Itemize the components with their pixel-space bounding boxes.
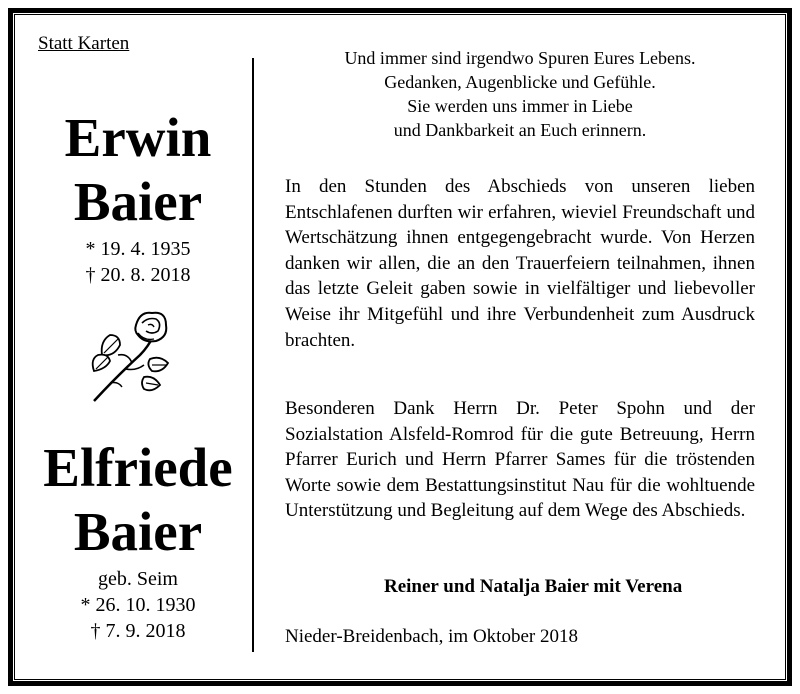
thanks-paragraph-2: Besonderen Dank Herrn Dr. Peter Spohn und der Sozialstation Alsfeld-Romrod für die gute Betreuung, Herrn Pfarrer Eurich und Herrn Pfarrer Sames für die tröstenden Worte sowie dem Bestattungsinstitut Nau für die wohltuende Unterstützung und Begleitung auf dem Wege des Abschieds. [285, 398, 755, 522]
person2-birth-date: * 26. 10. 1930 [80, 594, 196, 616]
memorial-quote [272, 46, 768, 142]
person1-death-date: † 20. 8. 2018 [85, 264, 191, 286]
statt-karten-label: Statt Karten [38, 33, 130, 54]
person2-last-name: Baier [73, 501, 203, 562]
person2-maiden-name: geb. Seim [98, 568, 178, 590]
quote-line: Gedanken, Augenblicke und Gefühle. [384, 72, 656, 92]
place-date: Nieder-Breidenbach, im Oktober 2018 [285, 626, 578, 647]
person1-first-name: Erwin [64, 107, 212, 168]
signature: Reiner und Natalja Baier mit Verena [384, 576, 683, 597]
quote-line: Und immer sind irgendwo Spuren Eures Lebens. [344, 48, 696, 68]
person1-birth-date: * 19. 4. 1935 [85, 238, 191, 260]
person1-last-name: Baier [73, 171, 203, 232]
quote-line: und Dankbarkeit an Euch erinnern. [393, 120, 647, 140]
person1-block [22, 106, 254, 288]
quote-line: Sie werden uns immer in Liebe [407, 96, 633, 116]
column-divider [252, 58, 254, 652]
thanks-paragraph-1: In den Stunden des Abschieds von unseren lieben Entschlafenen durften wir erfahren, wieviel Freundschaft und Wertschätzung ihnen entgegengebracht wurde. Von Herzen danken wir allen, die an den Trauerfeiern teilnahmen, ihnen das letzte Geleit gaben sowie in vielfältiger und liebevoller Weise ihr Mitgefühl und ihre Verbundenheit zum Ausdruck brachten. [285, 176, 755, 351]
rose-icon [88, 305, 183, 405]
person2-first-name: Elfriede [43, 437, 233, 498]
person2-block [22, 436, 254, 644]
person2-death-date: † 7. 9. 2018 [90, 620, 186, 642]
